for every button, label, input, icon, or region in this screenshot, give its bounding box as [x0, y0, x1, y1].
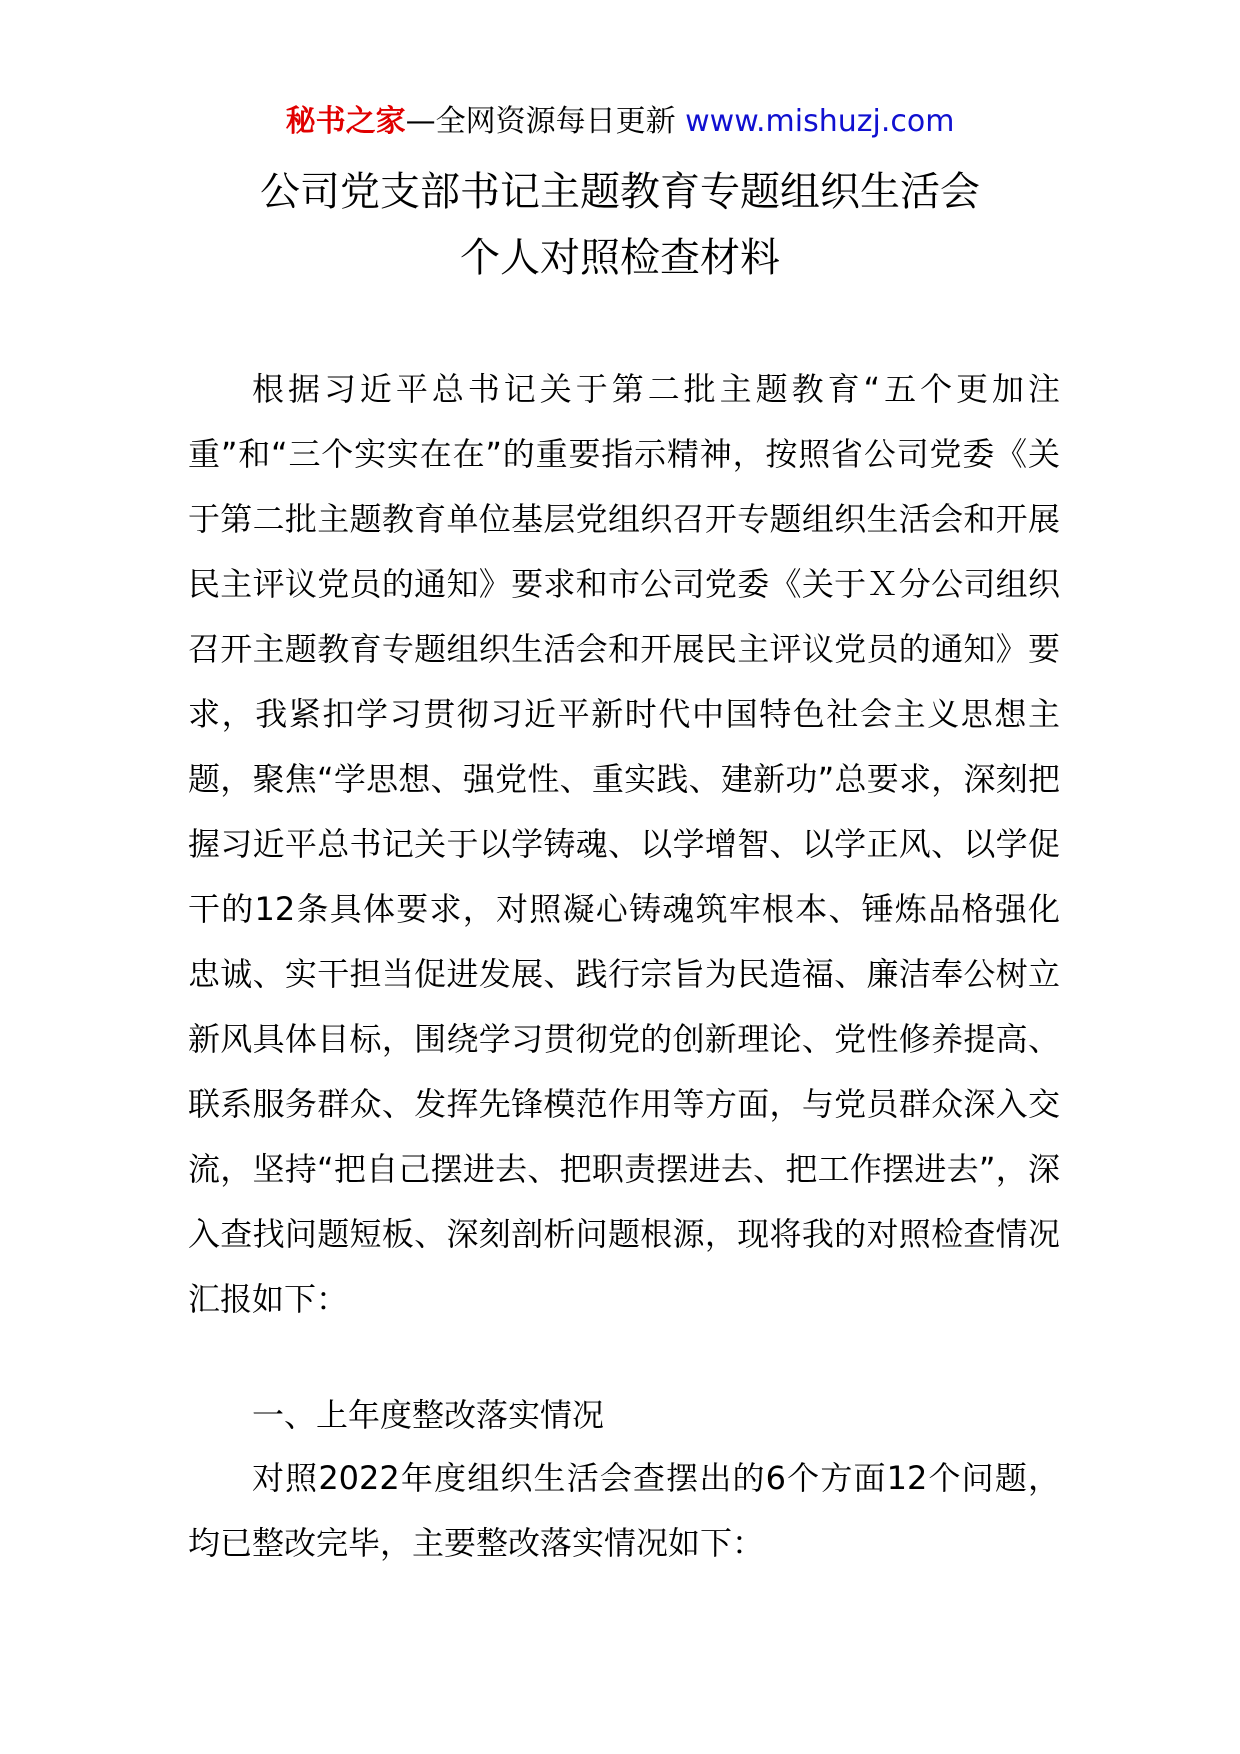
- section1-paragraph: 对照2022年度组织生活会查摆出的6个方面12个问题，均已整改完毕，主要整改落实情况如下：: [188, 1459, 1060, 1562]
- section-heading-1: 一、上年度整改落实情况: [252, 1396, 605, 1434]
- site-url-link[interactable]: www.mishuzj.com: [685, 104, 955, 139]
- intro-paragraph: 根据习近平总书记关于第二批主题教育“五个更加注重”和“三个实实在在”的重要指示精神，按照省公司党委《关于第二批主题教育单位基层党组织召开专题组织生活会和开展民主评议党员的通知》要求和市公司党委《关于Ｘ分公司组织召开主题教育专题组织生活会和开展民主评议党员的通知》要求，我紧扣学习贯彻习近平新时代中国特色社会主义思想主题，聚焦“学思想、强党性、重实践、建新功”总要求，深刻把握习近平总书记关于以学铸魂、以学增智、以学正风、以学促干的12条具体要求，对照凝心铸魂筑牢根本、锤炼品格强化忠诚、实干担当促进发展、践行宗旨为民造福、廉洁奉公树立新风具体目标，围绕学习贯彻党的创新理论、党性修养提高、联系服务群众、发挥先锋模范作用等方面，与党员群众深入交流，坚持“把自己摆进去、把职责摆进去、把工作摆进去”，深入查找问题短板、深刻剖析问题根源，现将我的对照检查情况汇报如下：: [188, 370, 1060, 1318]
- document-title-line2: 个人对照检查材料: [460, 235, 780, 281]
- site-tagline: —全网资源每日更新: [405, 104, 676, 139]
- site-header: [0, 102, 1240, 142]
- site-brand: 秘书之家: [285, 104, 406, 139]
- document-title-line1: 公司党支部书记主题教育专题组织生活会: [260, 169, 980, 215]
